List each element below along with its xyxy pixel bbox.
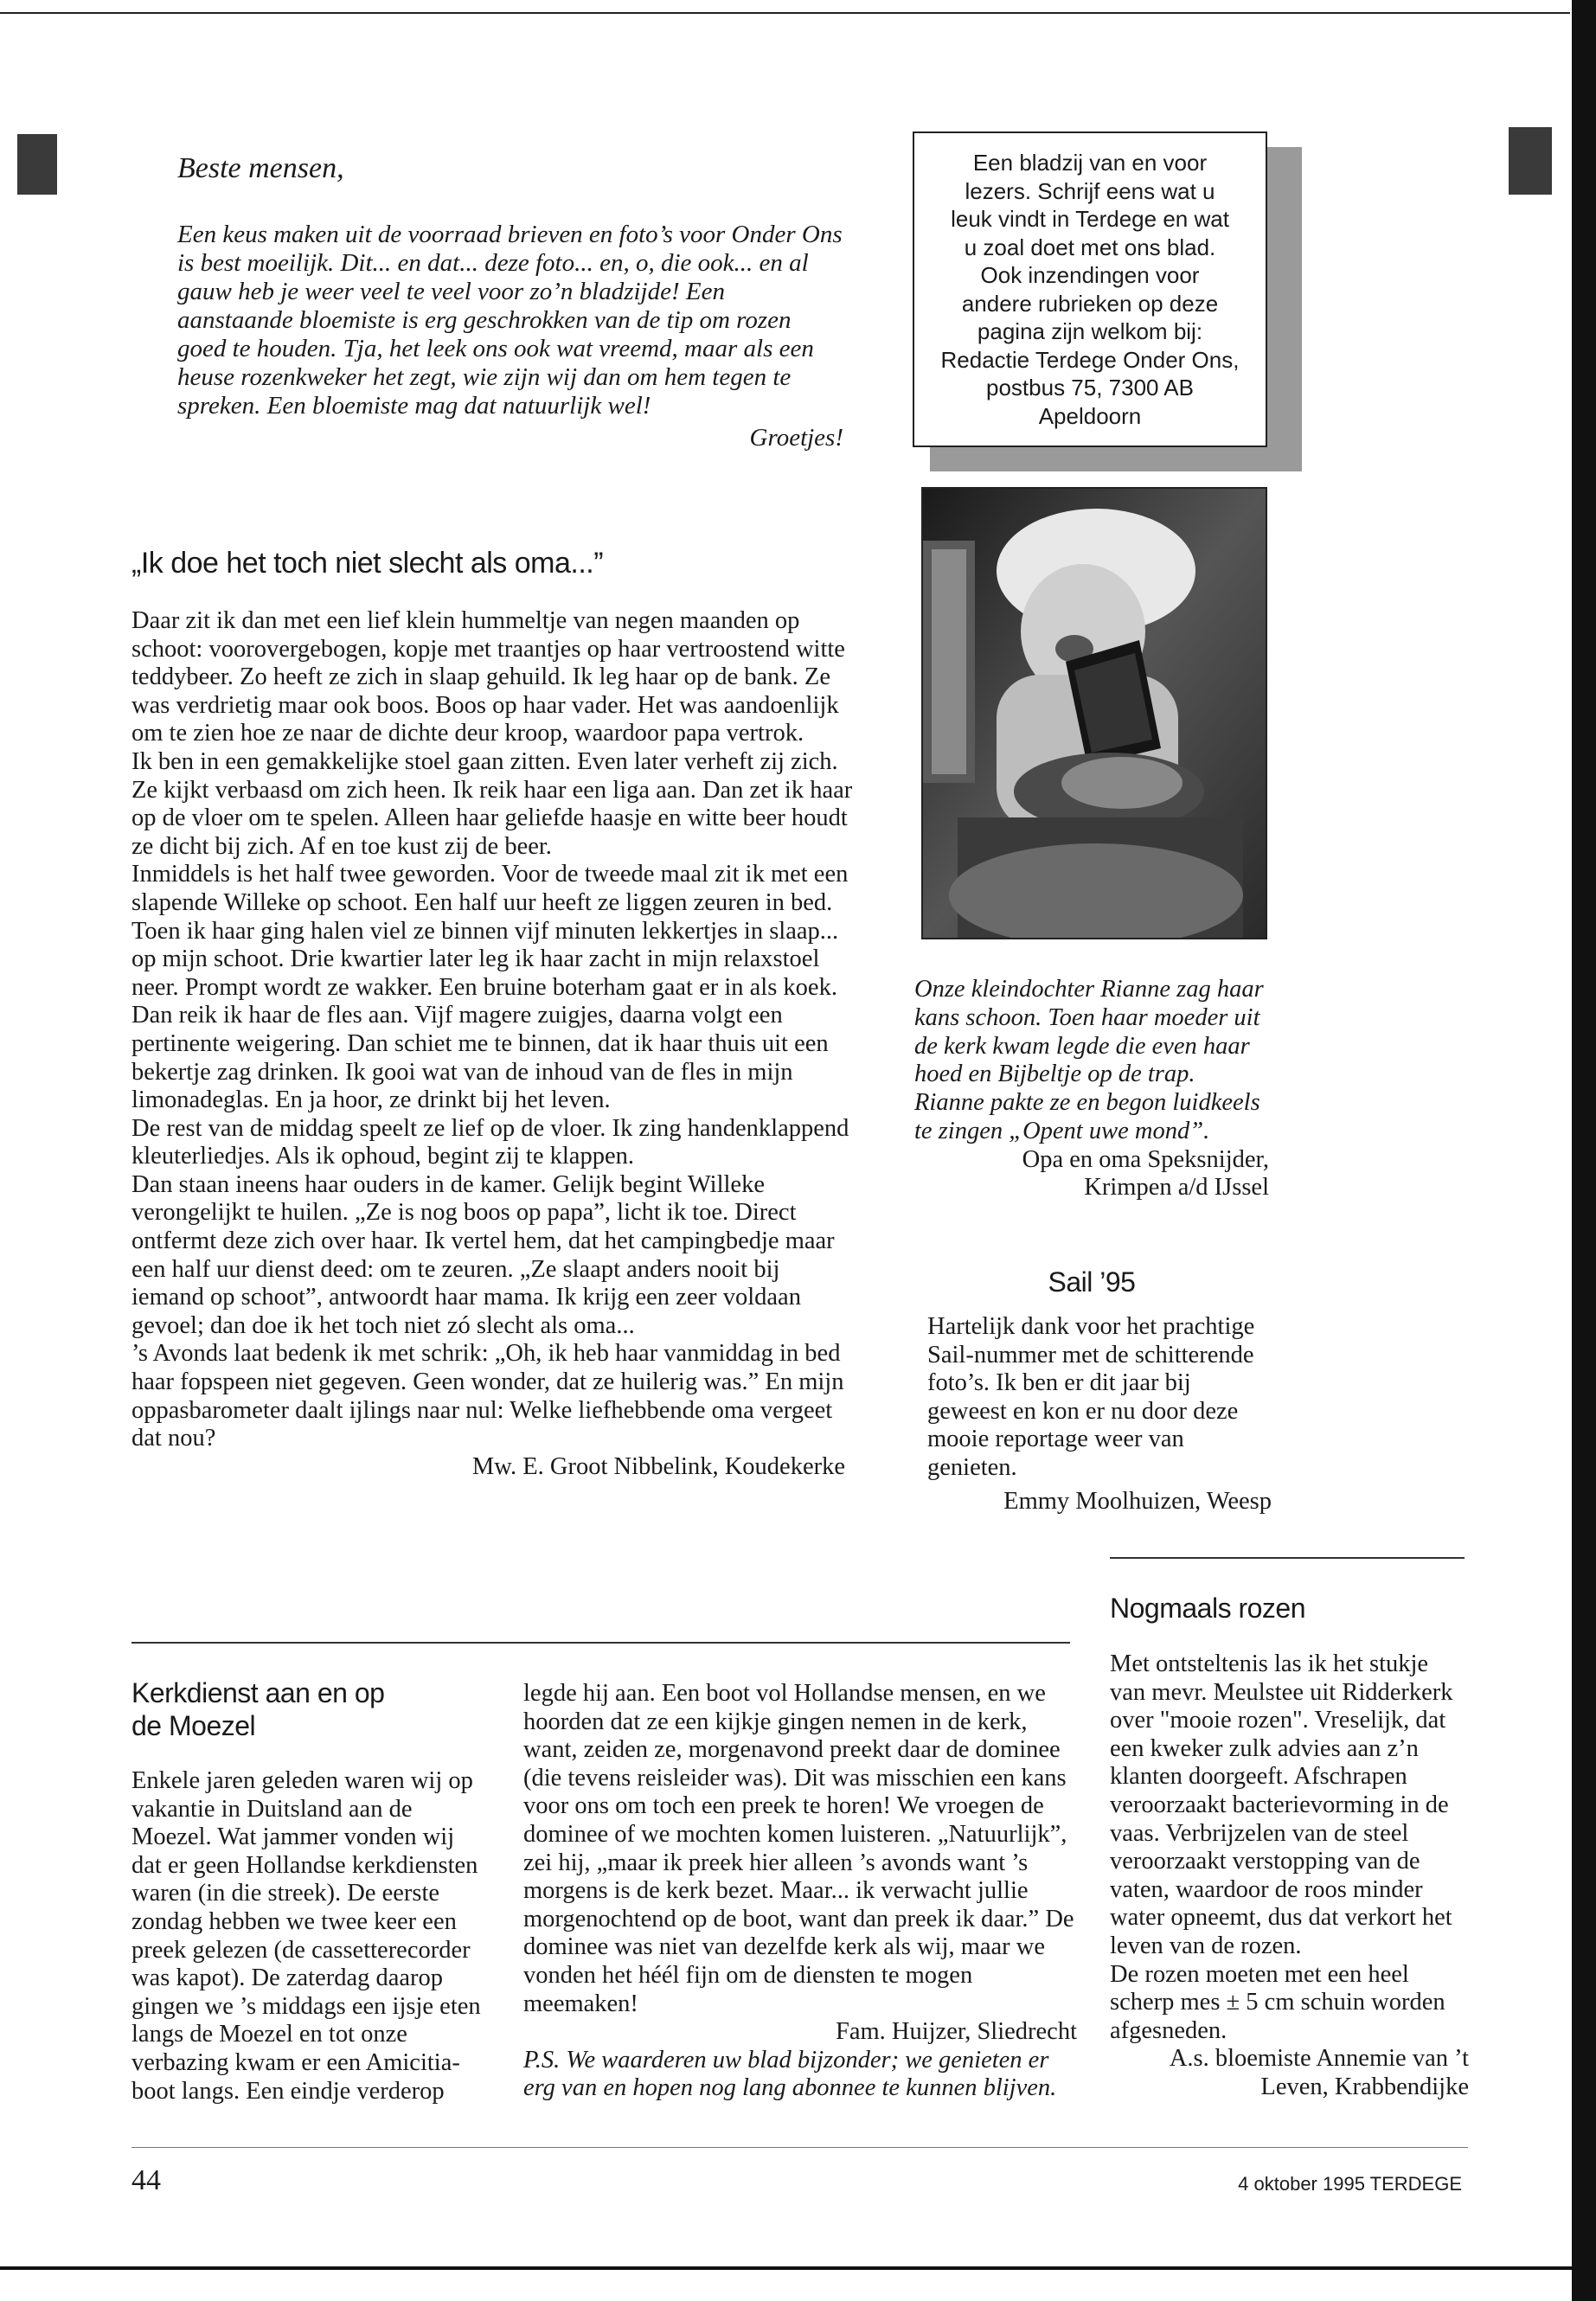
right-marker <box>1509 127 1552 195</box>
intro-block <box>177 151 843 452</box>
rule-rozen-top <box>1110 1557 1465 1559</box>
photo-caption-block <box>914 976 1269 1202</box>
photo <box>921 487 1267 939</box>
bottom-scan-edge <box>0 2256 1572 2301</box>
article1-body <box>131 607 854 1481</box>
article1-signature: Mw. E. Groot Nibbelink, Koudekerke <box>471 1452 845 1480</box>
photo-signature-1: Opa en oma Speksnijder, <box>1022 1145 1269 1173</box>
article1-paragraph: Inmiddels is het half twee geworden. Voor de tweede maal zit ik met een slapende Willeke op schoot. Een half uur heeft ze liggen zeuren in bed. Toen ik haar ging halen viel ze binnen vijf minuten lekkertjes in slaap... op mijn schoot. Drie kwartier later leg ik haar zacht in mijn relaxstoel neer. Prompt wordt ze wakker. Een bruine boterham gaat er in als koek. Dan reik ik haar de fles aan. Vijf magere zuigjes, daarna volgt een pertinente weigering. Dan schiet me te binnen, dat ik haar thuis uit een bekertje zag drinken. Ik gooi wat van de inhoud van de fles in mijn limonadeglas. En ja hoor, ze drinkt bij het leven. <box>131 861 849 1114</box>
info-box <box>913 131 1267 447</box>
kerkdienst-signature: Fam. Huijzer, Sliedrecht <box>835 2018 1077 2046</box>
sail-signature: Emmy Moolhuizen, Weesp <box>1003 1487 1272 1515</box>
info-line: andere rubrieken op deze <box>961 290 1219 317</box>
info-line: pagina zijn welkom bij: <box>977 318 1203 344</box>
photo-caption: Onze kleindochter Rianne zag haar kans schoon. Toen haar moeder uit de kerk kwam legde die even haar hoed en Bijbeltje op de trap. Rianne pakte ze en begon luidkeels te zingen „Opent uwe mond”. <box>914 976 1264 1144</box>
intro-text: Een keus maken uit de voorraad brieven en foto’s voor Onder Ons is best moeilijk. Dit... en dat... deze foto... en, o, die ook... en al gauw heb je weer veel te veel voor zo’n bladzijde! Een aanstaande bloemiste is erg geschrokken van de tip om rozen goed te houden. Tja, het leek ons ook wat vreemd, maar als een heuse rozenkweker het zegt, wie zijn wij dan om hem tegen te spreken. Een bloemiste mag dat natuurlijk wel! <box>177 221 843 420</box>
article1-paragraph: De rest van de middag speelt ze lief op de vloer. Ik zing handenklappend kleuterliedjes. Als ik ophoud, begint zij te klappen. <box>131 1114 849 1170</box>
info-line: lezers. Schrijf eens wat u <box>965 177 1215 204</box>
article1-title: „Ik doe het toch niet slecht als oma...” <box>131 547 604 580</box>
rozen-block <box>1110 1650 1469 2102</box>
rozen-signature-1: A.s. bloemiste Annemie van ’t <box>1169 2045 1469 2073</box>
intro-salutation: Beste mensen, <box>177 152 344 184</box>
sail-title: Sail ’95 <box>1048 1266 1136 1298</box>
right-scan-edge <box>1572 0 1596 2301</box>
kerkdienst-ps: P.S. We waarderen uw blad bijzonder; we genieten er erg van en hopen nog lang abonnee te kunnen blijven. <box>523 2046 1057 2102</box>
kerkdienst-col1 <box>131 1767 486 2106</box>
intro-closing: Groetjes! <box>749 424 843 452</box>
article1-paragraph: ’s Avonds laat bedenk ik met schrik: „Oh, ik heb haar vanmiddag in bed haar fopspeen niet gegeven. Geen wonder, dat ze huilerig was.” En mijn oppasbarometer daalt ijlings naar nul: Welke liefhebbende oma vergeet dat nou? <box>131 1340 844 1452</box>
kerkdienst-title: Kerkdienst aan en op de Moezel <box>131 1677 385 1741</box>
kerkdienst-col2 <box>523 1680 1077 2103</box>
kerkdienst-col1-text: Enkele jaren geleden waren wij op vakantie in Duitsland aan de Moezel. Wat jammer vonden wij dat er geen Hollandse kerkdiensten waren (in die streek). De eerste zondag hebben we twee keer een preek gelezen (de cassetterecorder was kapot). De zaterdag daarop gingen we ’s middags een ijsje eten langs de Moezel en tot onze verbazing kwam er een Amicitia-boot langs. Een eindje verderop <box>131 1767 481 2105</box>
rozen-paragraph: De rozen moeten met een heel scherp mes ± 5 cm schuin worden afgesneden. <box>1110 1960 1445 2044</box>
photo-image <box>923 489 1266 938</box>
kerkdienst-col2-text: legde hij aan. Een boot vol Hollandse mensen, en we hoorden dat ze een kijkje gingen nemen in de kerk, want, zeiden ze, morgenavond preekt daar de dominee (die tevens reisleider was). Dit was misschien een kans voor ons om toch een preek te horen! We vroegen de dominee of we mochten komen luisteren. „Natuurlijk”, zei hij, „maar ik preek hier alleen ’s avonds want ’s morgens is de kerk bezet. Maar... ik verwacht jullie morgenochtend op de boot, want dan preek ik daar.” De dominee was niet van dezelfde kerk als wij, maar we vonden het héél fijn om de diensten te mogen meemaken! <box>523 1680 1074 2017</box>
article1-paragraph: Ik ben in een gemakkelijke stoel gaan zitten. Even later verheft zij zich. Ze kijkt verbaasd om zich heen. Ik reik haar een liga aan. Dan zet ik haar op de vloer om te spelen. Alleen haar geliefde haasje en witte beer houdt ze dicht bij zich. Af en toe kust zij de beer. <box>131 747 853 860</box>
footer-issue: 4 oktober 1995 TERDEGE <box>1238 2173 1462 2195</box>
info-line: Redactie Terdege Onder Ons, <box>940 346 1240 373</box>
rule-article1-bottom <box>131 1642 1070 1644</box>
info-line: postbus 75, 7300 AB <box>986 375 1194 401</box>
info-line: Een bladzij van en voor <box>972 150 1208 176</box>
article1-paragraph: Daar zit ik dan met een lief klein hummeltje van negen maanden op schoot: voorovergebogen, kopje met traantjes op haar vertroostend witte teddybeer. Zo heeft ze zich in slaap gehuild. Ik leg haar op de bank. Ze was verdrietig maar ook boos. Boos op haar vader. Het was aandoenlijk om te zien hoe ze naar de dichte deur kroop, waardoor papa vertrok. <box>131 607 845 747</box>
info-line: leuk vindt in Terdege en wat <box>951 206 1229 232</box>
article1-paragraph: Dan staan ineens haar ouders in de kamer. Gelijk begint Willeke verongelijkt te huilen. „Ze is nog boos op papa”, licht ik toe. Direct ontfermt deze zich over haar. Ik vertel hem, dat het campingbedje maar een half uur dienst deed: om te zeuren. „Ze slaapt anders nooit bij iemand op schoot”, antwoordt haar mama. Ik krijg een zeer voldaan gevoel; dan doe ik het toch niet zó slecht als oma... <box>131 1170 835 1339</box>
sail-block <box>927 1313 1272 1516</box>
page-number: 44 <box>131 2164 161 2196</box>
rozen-signature-2: Leven, Krabbendijke <box>1260 2073 1469 2100</box>
rozen-paragraph: Met ontsteltenis las ik het stukje van mevr. Meulstee uit Ridderkerk over "mooie rozen". Vreselijk, dat een kweker zulk advies aan z’n klanten doorgeeft. Afschrapen veroorzaakt bacterievorming in de vaas. Verbrijzelen van de steel veroorzaakt verstopping van de vaten, waardoor de roos minder water opneemt, dus dat verkort het leven van de rozen. <box>1110 1650 1453 1959</box>
footer-rule <box>131 2147 1468 2148</box>
photo-signature-2: Krimpen a/d IJssel <box>1084 1174 1269 1202</box>
info-line: u zoal doet met ons blad. <box>964 234 1216 260</box>
rozen-title: Nogmaals rozen <box>1110 1593 1305 1624</box>
left-marker <box>17 134 57 195</box>
info-line: Apeldoorn <box>1038 402 1142 429</box>
top-border <box>0 12 1570 14</box>
sail-text: Hartelijk dank voor het prachtige Sail-nummer met de schitterende foto’s. Ik ben er dit jaar bij geweest en kon er nu door deze mooie reportage weer van genieten. <box>927 1313 1255 1481</box>
info-line: Ook inzendingen voor <box>980 262 1200 288</box>
